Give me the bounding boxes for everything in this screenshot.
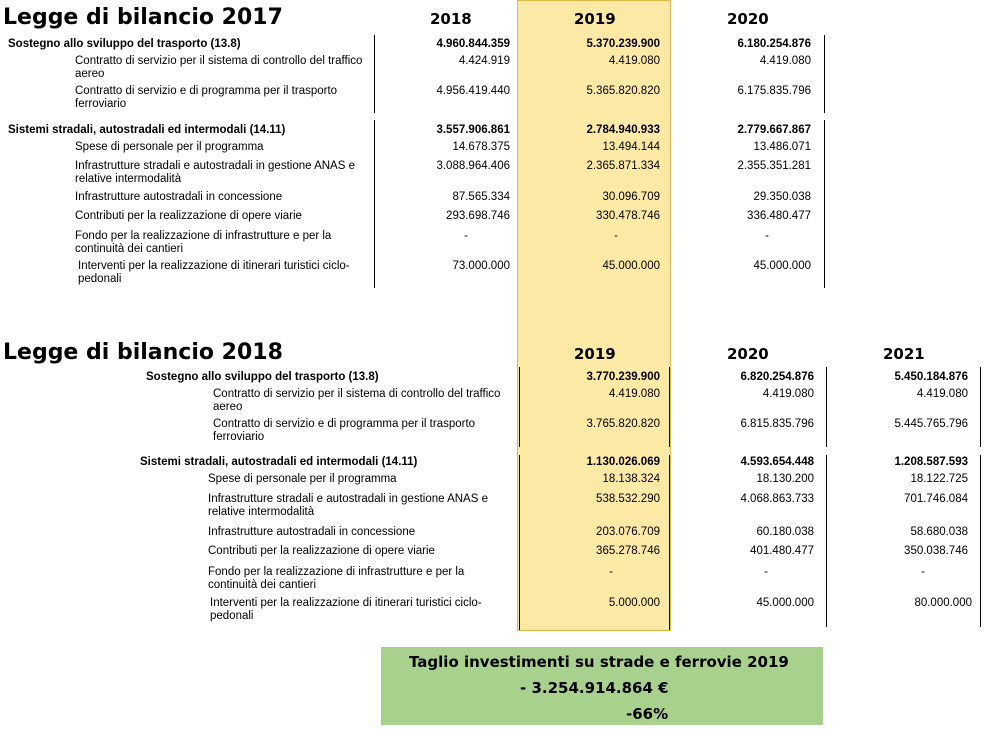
- category-value: 4.593.654.448: [740, 456, 814, 468]
- category-label: Sostegno allo sviluppo del trasporto (13.8): [8, 38, 241, 50]
- line-item-label: Contributi per la realizzazione di opere viarie: [208, 545, 435, 557]
- column-separator: [669, 367, 670, 447]
- column-separator: [980, 455, 981, 627]
- line-item-value: 80.000.000: [914, 597, 972, 609]
- line-item-label: Infrastrutture stradali e autostradali in gestione ANAS e relative intermodalità: [75, 160, 355, 185]
- line-item-label: Infrastrutture autostradali in concessione: [208, 526, 416, 538]
- category-label: Sistemi stradali, autostradali ed intermodali (14.11): [8, 124, 286, 136]
- line-item-label: Infrastrutture autostradali in concessione: [75, 191, 283, 203]
- line-item-value: 29.350.038: [753, 191, 811, 203]
- line-item-label: Spese di personale per il programma: [208, 473, 397, 485]
- line-item-value: 330.478.746: [596, 210, 660, 222]
- line-item-value: -: [921, 566, 925, 578]
- category-value: 2.784.940.933: [586, 124, 660, 136]
- year-header: 2020: [727, 345, 769, 363]
- line-item-value: 293.698.746: [446, 210, 510, 222]
- category-value: 6.820.254.876: [740, 371, 814, 383]
- column-separator: [826, 455, 827, 627]
- section-2018-title: Legge di bilancio 2018: [3, 340, 283, 365]
- line-item-value: 4.419.080: [608, 55, 660, 67]
- category-value: 3.557.906.861: [436, 124, 510, 136]
- line-item-value: 45.000.000: [753, 260, 811, 272]
- column-separator: [519, 367, 520, 447]
- year-header: 2020: [727, 10, 769, 28]
- line-item-value: 14.678.375: [452, 141, 510, 153]
- line-item-value: 336.480.477: [747, 210, 811, 222]
- line-item-value: 18.130.200: [756, 473, 814, 485]
- line-item-label: Interventi per la realizzazione di itinerari turistici ciclo-pedonali: [210, 597, 482, 622]
- line-item-value: 87.565.334: [452, 191, 510, 203]
- column-separator: [374, 120, 375, 288]
- line-item-value: 4.419.080: [759, 55, 811, 67]
- line-item-value: 203.076.709: [596, 526, 660, 538]
- line-item-value: 60.180.038: [756, 526, 814, 538]
- category-value: 2.779.667.867: [737, 124, 811, 136]
- category-label: Sistemi stradali, autostradali ed intermodali (14.11): [140, 456, 418, 468]
- line-item-value: 4.419.080: [916, 388, 968, 400]
- line-item-value: 6.815.835.796: [740, 418, 814, 430]
- line-item-value: -: [609, 566, 613, 578]
- line-item-label: Contratto di servizio e di programma per il trasporto ferroviario: [75, 85, 338, 110]
- line-item-value: 30.096.709: [602, 191, 660, 203]
- year-header: 2019: [574, 345, 616, 363]
- line-item-value: 2.355.351.281: [737, 160, 811, 172]
- line-item-value: 701.746.084: [904, 493, 968, 505]
- category-value: 6.180.254.876: [737, 38, 811, 50]
- line-item-value: -: [764, 566, 768, 578]
- line-item-value: 401.480.477: [750, 545, 814, 557]
- line-item-value: 3.765.820.820: [586, 418, 660, 430]
- line-item-value: 13.494.144: [602, 141, 660, 153]
- year-header: 2019: [574, 10, 616, 28]
- category-value: 1.130.026.069: [586, 456, 660, 468]
- line-item-label: Spese di personale per il programma: [75, 141, 264, 153]
- line-item-value: 5.000.000: [608, 597, 660, 609]
- line-item-label: Fondo per la realizzazione di infrastrutture e per la continuità dei cantieri: [208, 566, 465, 591]
- line-item-value: -: [464, 230, 468, 242]
- column-separator: [824, 120, 825, 288]
- column-separator: [669, 455, 670, 630]
- line-item-label: Contratto di servizio per il sistema di controllo del traffico aereo: [213, 388, 501, 413]
- column-separator: [980, 367, 981, 447]
- line-item-value: 538.532.290: [596, 493, 660, 505]
- line-item-value: 6.175.835.796: [737, 85, 811, 97]
- line-item-value: 350.038.746: [904, 545, 968, 557]
- line-item-label: Contributi per la realizzazione di opere viarie: [75, 210, 302, 222]
- line-item-value: 73.000.000: [452, 260, 510, 272]
- section-2017-title: Legge di bilancio 2017: [3, 5, 283, 30]
- summary-amount: - 3.254.914.864 €: [520, 679, 669, 697]
- line-item-value: 18.122.725: [910, 473, 968, 485]
- line-item-value: -: [765, 230, 769, 242]
- line-item-value: 18.138.324: [602, 473, 660, 485]
- line-item-value: 4.419.080: [762, 388, 814, 400]
- line-item-value: 45.000.000: [756, 597, 814, 609]
- line-item-value: -: [614, 230, 618, 242]
- line-item-label: Interventi per la realizzazione di itinerari turistici ciclo-pedonali: [78, 260, 350, 285]
- year-header: 2018: [430, 10, 472, 28]
- column-separator: [826, 367, 827, 447]
- column-separator: [374, 35, 375, 113]
- line-item-label: Infrastrutture stradali e autostradali in gestione ANAS e relative intermodalità: [208, 493, 488, 518]
- line-item-value: 5.365.820.820: [586, 85, 660, 97]
- line-item-value: 45.000.000: [602, 260, 660, 272]
- line-item-value: 4.424.919: [458, 55, 510, 67]
- category-value: 5.370.239.900: [586, 38, 660, 50]
- line-item-value: 3.088.964.406: [436, 160, 510, 172]
- column-separator: [519, 455, 520, 630]
- line-item-value: 365.278.746: [596, 545, 660, 557]
- line-item-value: 4.956.419.440: [436, 85, 510, 97]
- line-item-label: Fondo per la realizzazione di infrastrutture e per la continuità dei cantieri: [75, 230, 332, 255]
- summary-title: Taglio investimenti su strade e ferrovie 2019: [409, 653, 789, 671]
- line-item-value: 4.419.080: [608, 388, 660, 400]
- line-item-value: 2.365.871.334: [586, 160, 660, 172]
- category-value: 1.208.587.593: [894, 456, 968, 468]
- year-header: 2021: [883, 345, 925, 363]
- summary-percent: -66%: [626, 705, 669, 723]
- line-item-value: 4.068.863.733: [740, 493, 814, 505]
- column-separator: [824, 35, 825, 113]
- line-item-value: 58.680.038: [910, 526, 968, 538]
- category-value: 4.960.844.359: [436, 38, 510, 50]
- line-item-label: Contratto di servizio e di programma per il trasporto ferroviario: [213, 418, 476, 443]
- line-item-label: Contratto di servizio per il sistema di controllo del traffico aereo: [75, 55, 363, 80]
- category-value: 5.450.184.876: [894, 371, 968, 383]
- line-item-value: 13.486.071: [753, 141, 811, 153]
- category-label: Sostegno allo sviluppo del trasporto (13.8): [146, 371, 379, 383]
- line-item-value: 5.445.765.796: [894, 418, 968, 430]
- category-value: 3.770.239.900: [586, 371, 660, 383]
